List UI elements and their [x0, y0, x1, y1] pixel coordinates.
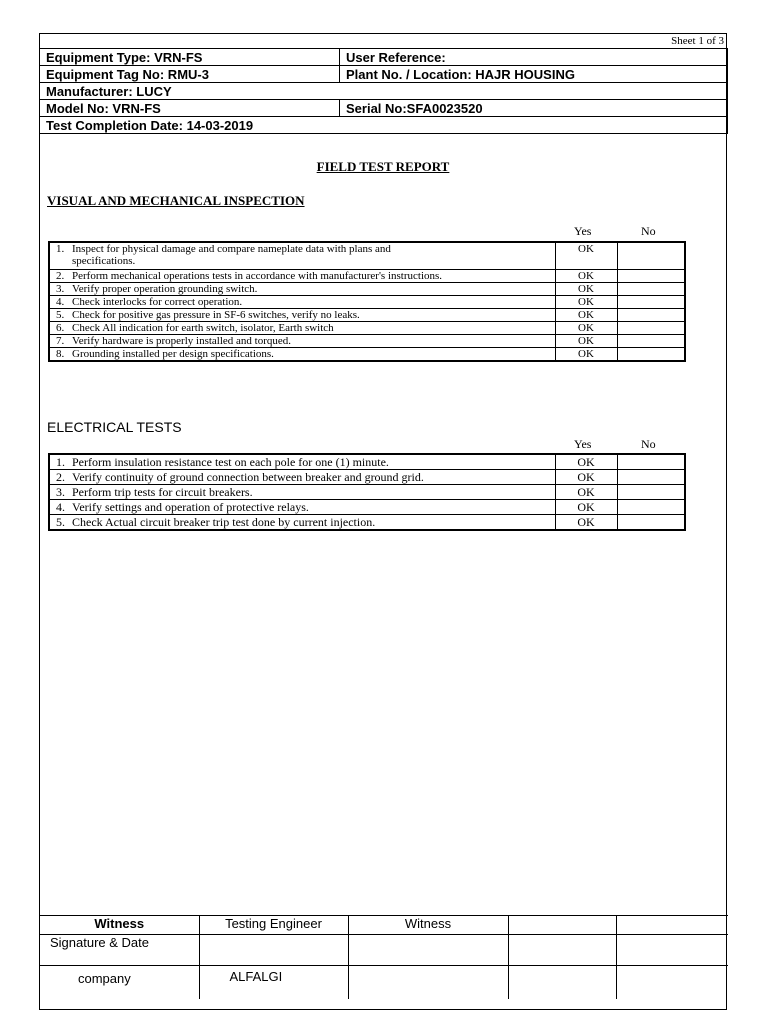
item-text: Verify continuity of ground connection between breaker and ground grid.: [72, 470, 424, 484]
footer-blank-cell: [508, 916, 616, 935]
item-text-cont: specifications.: [72, 255, 136, 267]
equipment-tag: Equipment Tag No: RMU-3: [40, 66, 340, 83]
test-completion-date: Test Completion Date: 14-03-2019: [40, 117, 728, 134]
visual-inspection-heading: VISUAL AND MECHANICAL INSPECTION: [47, 193, 305, 208]
signature-table: [40, 915, 728, 999]
no-cell: [617, 500, 685, 515]
yes-cell: OK: [555, 283, 617, 296]
item-text: Grounding installed per design specifications.: [72, 348, 274, 360]
item-number: 3.: [56, 283, 65, 295]
no-cell: [617, 296, 685, 309]
no-cell: [617, 485, 685, 500]
company-label: company: [40, 966, 199, 999]
signature-cell: [199, 935, 348, 966]
item-number: 5.: [56, 515, 65, 529]
table-row: [49, 270, 685, 283]
yes-cell: OK: [555, 485, 617, 500]
yes-cell: OK: [555, 348, 617, 362]
yes-cell: OK: [555, 309, 617, 322]
item-number: 4.: [56, 296, 65, 308]
item-text: Check All indication for earth switch, isolator, Earth switch: [72, 322, 334, 334]
serial-number: Serial No:SFA0023520: [340, 100, 728, 117]
item-text: Verify settings and operation of protective relays.: [72, 500, 309, 514]
electrical-tests-heading: ELECTRICAL TESTS: [47, 419, 182, 435]
no-cell: [617, 515, 685, 531]
yes-cell: OK: [555, 270, 617, 283]
no-cell: [617, 470, 685, 485]
yes-cell: OK: [555, 500, 617, 515]
equipment-type: Equipment Type: VRN-FS: [40, 49, 340, 66]
table-row: [49, 454, 685, 470]
item-number: 4.: [56, 500, 65, 514]
no-cell: [617, 242, 685, 270]
manufacturer: Manufacturer: LUCY: [40, 83, 728, 100]
item-number: 2.: [56, 470, 65, 484]
user-reference: User Reference:: [340, 49, 728, 66]
table-row: [49, 242, 685, 270]
no-cell: [617, 322, 685, 335]
no-cell: [617, 309, 685, 322]
company-cell: [616, 966, 728, 999]
signature-cell: [508, 935, 616, 966]
item-number: 7.: [56, 335, 65, 347]
table-row: [49, 296, 685, 309]
company-value: ALFALGI: [199, 966, 348, 999]
testing-engineer-label: Testing Engineer: [199, 916, 348, 935]
item-text: Check Actual circuit breaker trip test done by current injection.: [72, 515, 376, 529]
item-number: 3.: [56, 485, 65, 499]
item-text: Verify proper operation grounding switch.: [72, 283, 258, 295]
equipment-header-table: [39, 48, 728, 134]
report-title: FIELD TEST REPORT: [316, 159, 450, 174]
item-text: Perform mechanical operations tests in accordance with manufacturer's instructions.: [72, 270, 443, 282]
model-number: Model No: VRN-FS: [40, 100, 340, 117]
yes-cell: OK: [555, 322, 617, 335]
electrical-col-yes: Yes: [574, 437, 592, 451]
yes-cell: OK: [555, 515, 617, 531]
table-row: [49, 283, 685, 296]
visual-col-yes: Yes: [574, 224, 592, 238]
yes-cell: OK: [555, 296, 617, 309]
electrical-col-no: No: [641, 437, 656, 451]
no-cell: [617, 270, 685, 283]
sheet-number: Sheet 1 of 3: [671, 35, 724, 47]
table-row: [49, 515, 685, 531]
item-text: Check interlocks for correct operation.: [72, 296, 243, 308]
table-row: [49, 485, 685, 500]
table-row: [49, 348, 685, 362]
yes-cell: OK: [555, 335, 617, 348]
table-row: [49, 470, 685, 485]
signature-cell: [616, 935, 728, 966]
item-text: Inspect for physical damage and compare nameplate data with plans and: [72, 243, 391, 255]
item-number: 2.: [56, 270, 65, 282]
signature-date-label: Signature & Date: [40, 935, 199, 966]
field-test-report-sheet: [39, 33, 727, 1010]
table-row: [49, 322, 685, 335]
visual-inspection-table: [48, 241, 686, 362]
item-text: Perform trip tests for circuit breakers.: [72, 485, 253, 499]
item-number: 1.: [56, 455, 65, 469]
no-cell: [617, 348, 685, 362]
no-cell: [617, 283, 685, 296]
yes-cell: OK: [555, 454, 617, 470]
plant-location: Plant No. / Location: HAJR HOUSING: [340, 66, 728, 83]
electrical-tests-table: [48, 453, 686, 531]
table-row: [49, 335, 685, 348]
item-number: 6.: [56, 322, 65, 334]
item-number: 5.: [56, 309, 65, 321]
witness-2-label: Witness: [348, 916, 508, 935]
footer-blank-cell: [616, 916, 728, 935]
signature-cell: [348, 935, 508, 966]
witness-1-label: Witness: [40, 916, 199, 935]
yes-cell: OK: [555, 242, 617, 270]
item-text: Verify hardware is properly installed and torqued.: [72, 335, 292, 347]
yes-cell: OK: [555, 470, 617, 485]
item-number: 1.: [56, 243, 65, 255]
no-cell: [617, 454, 685, 470]
company-cell: [508, 966, 616, 999]
table-row: [49, 309, 685, 322]
item-number: 8.: [56, 348, 65, 360]
item-text: Perform insulation resistance test on each pole for one (1) minute.: [72, 455, 389, 469]
company-cell: [348, 966, 508, 999]
table-row: [49, 500, 685, 515]
item-text: Check for positive gas pressure in SF-6 switches, verify no leaks.: [72, 309, 360, 321]
no-cell: [617, 335, 685, 348]
visual-col-no: No: [641, 224, 656, 238]
